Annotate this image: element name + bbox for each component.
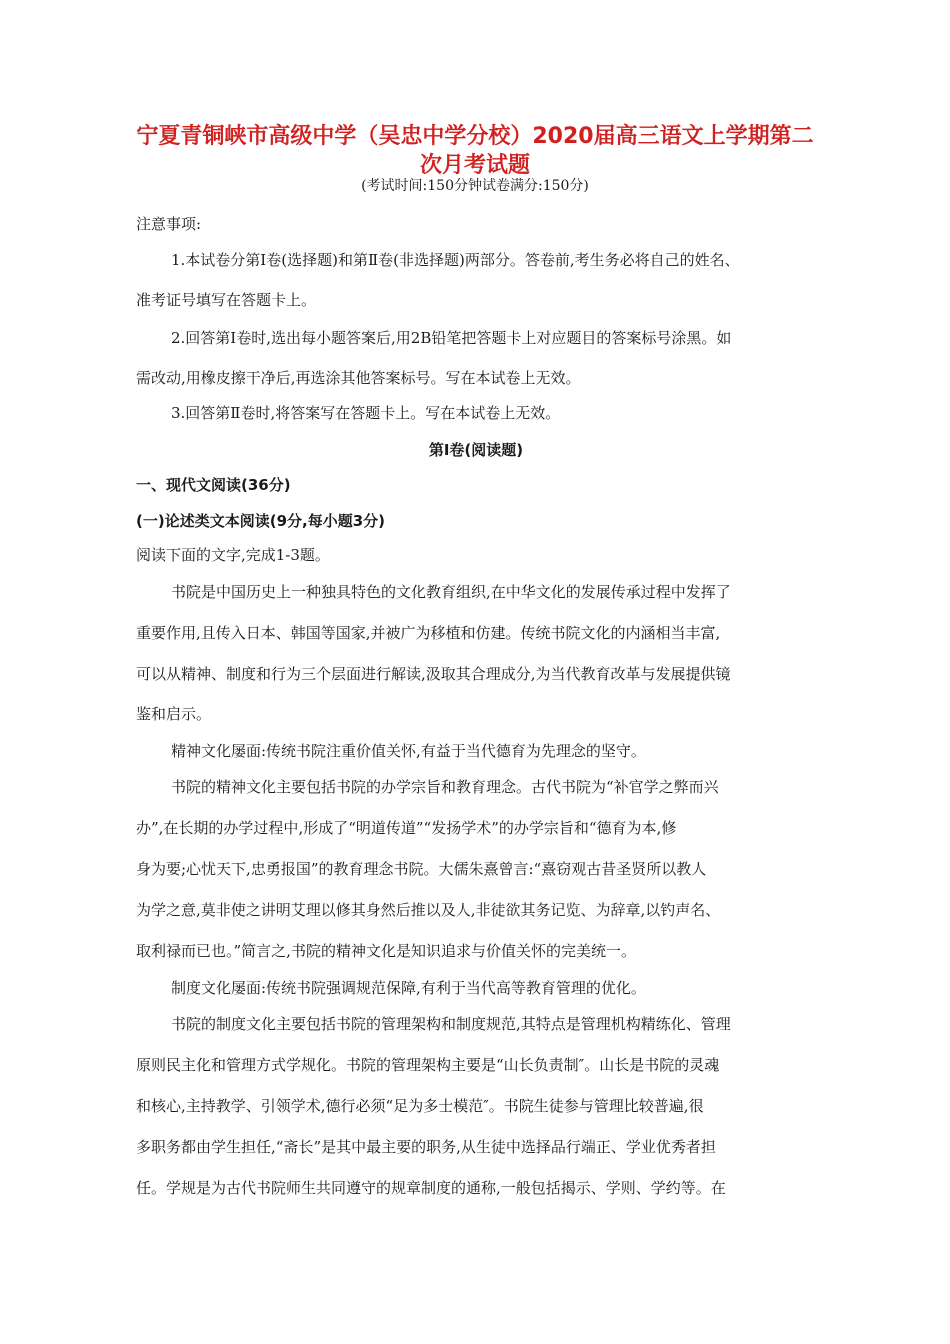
notice-heading: 注意事项:	[136, 215, 202, 233]
section-heading: 一、现代文阅读(36分)	[136, 476, 291, 494]
subsection-heading: (一)论述类文本阅读(9分,每小题3分)	[136, 512, 385, 530]
notice-item-1-cont: 准考证号填写在答题卡上。	[136, 291, 317, 309]
paragraph-line: 可以从精神、制度和行为三个层面进行解读,汲取其合理成分,为当代教育改革与发展提供镜	[136, 665, 731, 683]
paragraph-line: 精神文化屡面:传统书院注重价值关怀,有益于当代德育为先理念的坚守。	[171, 742, 646, 760]
document-title: 宁夏青铜峡市高级中学（吴忠中学分校）2020届高三语文上学期第二次月考试题	[136, 124, 814, 178]
exam-info: (考试时间:150分钟试卷满分:150分)	[361, 178, 589, 194]
paragraph-line: 原则民主化和管理方式学规化。书院的管理架构主要是“山长负责制″。山长是书院的灵魂	[136, 1056, 720, 1074]
paragraph-line: 办”,在长期的办学过程中,形成了“明道传道”“发扬学术”的办学宗旨和“德育为本,修	[136, 819, 677, 837]
paragraph-line: 任。学规是为古代书院师生共同遵守的规章制度的通称,一般包括揭示、学则、学约等。在	[136, 1179, 726, 1197]
paragraph-line: 书院的制度文化主要包括书院的管理架构和制度规范,其特点是管理机构精练化、管理	[171, 1015, 731, 1033]
paragraph-line: 多职务都由学生担任,“斋长”是其中最主要的职务,从生徒中选择品行端正、学业优秀者担	[136, 1138, 716, 1156]
paragraph-line: 为学之意,莫非使之讲明艾理以修其身然后推以及人,非徒欲其务记览、为辞章,以钓声名、	[136, 901, 721, 919]
paragraph-line: 书院的精神文化主要包括书院的办学宗旨和教育理念。古代书院为“补官学之弊而兴	[171, 778, 719, 796]
paragraph-line: 取利禄而已也。”简言之,书院的精神文化是知识追求与价值关怀的完美统一。	[136, 942, 636, 960]
notice-item-3: 3.回答第Ⅱ卷时,将答案写在答题卡上。写在本试卷上无效。	[171, 404, 561, 422]
paragraph-line: 书院是中国历史上一种独具特色的文化教育组织,在中华文化的发展传承过程中发挥了	[171, 583, 731, 601]
reading-instruction: 阅读下面的文字,完成1-3题。	[136, 546, 330, 564]
part-heading: 第Ⅰ卷(阅读题)	[428, 441, 524, 459]
notice-item-2-cont: 需改动,用橡皮擦干净后,再选涂其他答案标号。写在本试卷上无效。	[136, 369, 581, 387]
notice-item-1: 1.本试卷分第Ⅰ卷(选择题)和第Ⅱ卷(非选择题)两部分。答卷前,考生务必将自己的姓名、	[171, 251, 740, 269]
paragraph-line: 制度文化屡面:传统书院强调规范保障,有利于当代高等教育管理的优化。	[171, 979, 646, 997]
paragraph-line: 和核心,主持教学、引领学术,德行必须“足为多士模范″。书院生徒参与管理比较普遍,很	[136, 1097, 704, 1115]
notice-item-2: 2.回答第Ⅰ卷时,选出每小题答案后,用2B铅笔把答题卡上对应题目的答案标号涂黑。如	[171, 329, 732, 347]
paragraph-line: 身为要;心忧天下,忠勇报国”的教育理念书院。大儒朱熹曾言:“熹窃观古昔圣贤所以教人	[136, 860, 707, 878]
paragraph-line: 重要作用,且传入日本、韩国等国家,并被广为移植和仿建。传统书院文化的内涵相当丰富,	[136, 624, 721, 642]
paragraph-line: 鉴和启示。	[136, 705, 212, 723]
